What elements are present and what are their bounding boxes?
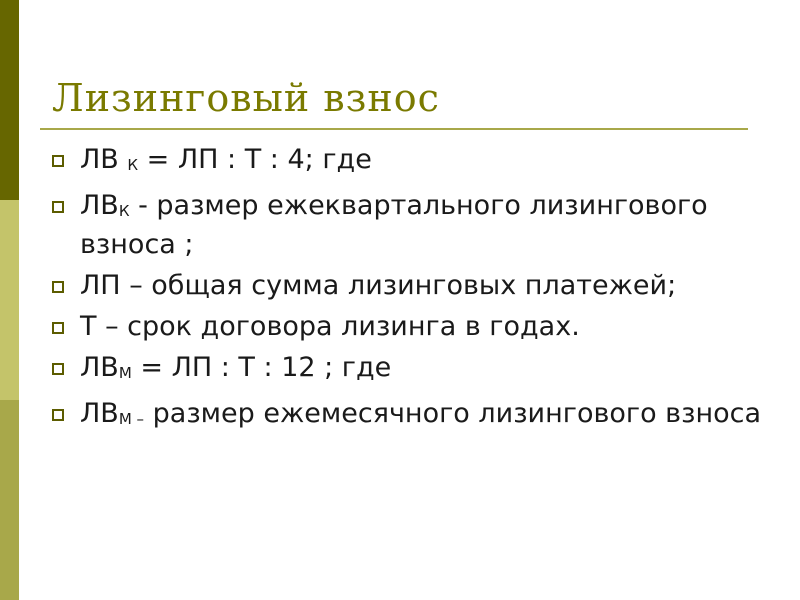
item-subscript: М – (118, 410, 145, 428)
item-subscript: К (127, 156, 139, 174)
item-text: ЛП – общая сумма лизинговых платежей; (80, 270, 677, 301)
bullet-item (50, 269, 770, 303)
item-text-rest: размер ежемесячного лизингового взноса (144, 398, 762, 429)
square-bullet-icon (52, 363, 64, 375)
square-bullet-icon (52, 322, 64, 334)
bullet-item (50, 143, 770, 182)
item-text: ЛВ (80, 398, 119, 429)
item-text-rest: = ЛП : Т : 12 ; где (131, 352, 392, 383)
bullet-item (50, 189, 770, 262)
item-text: Т – срок договора лизинга в годах. (80, 311, 580, 342)
item-text-rest: - размер ежеквартального лизингового взноса ; (80, 190, 708, 260)
item-subscript: К (118, 202, 130, 220)
square-bullet-icon (52, 409, 64, 421)
slide-title: Лизинговый взнос (52, 76, 440, 120)
bullet-list (50, 143, 770, 443)
bullet-item (50, 397, 770, 436)
side-stripe-bottom (0, 400, 19, 600)
side-stripe-top (0, 0, 19, 200)
item-subscript: М (118, 364, 132, 382)
title-underline (40, 128, 748, 130)
item-text: ЛВ (80, 144, 128, 175)
square-bullet-icon (52, 281, 64, 293)
bullet-item (50, 351, 770, 390)
square-bullet-icon (52, 201, 64, 213)
bullet-item (50, 310, 770, 344)
square-bullet-icon (52, 155, 64, 167)
item-text-rest: = ЛП : Т : 4; где (138, 144, 372, 175)
item-text: ЛВ (80, 190, 119, 221)
item-text: ЛВ (80, 352, 119, 383)
side-stripe-middle (0, 200, 19, 400)
